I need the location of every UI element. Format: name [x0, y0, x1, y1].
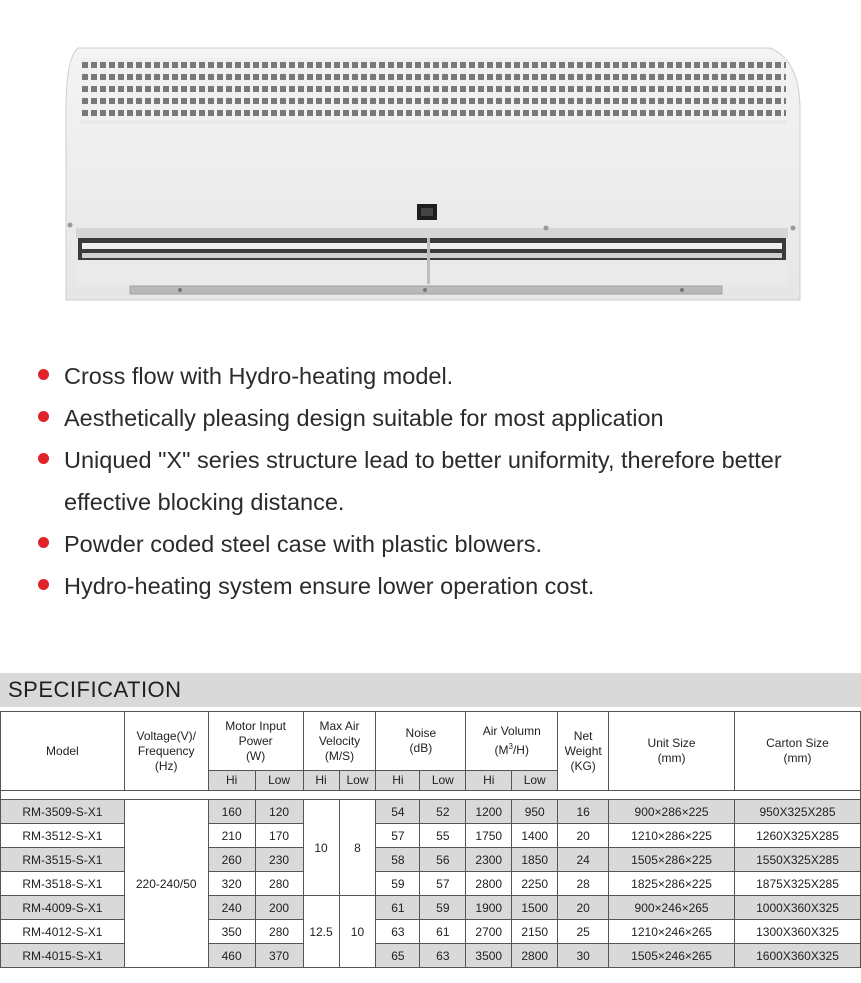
- cell-motor-hi: 210: [208, 824, 255, 848]
- cell-volume-hi: 1900: [466, 896, 512, 920]
- cell-weight: 16: [558, 800, 609, 824]
- feature-text: Powder coded steel case with plastic blowers.: [64, 531, 543, 557]
- cell-weight: 24: [558, 848, 609, 872]
- cell-noise-low: 55: [420, 824, 466, 848]
- cell-noise-low: 61: [420, 920, 466, 944]
- header-velocity-low: Low: [339, 771, 376, 791]
- bullet-icon: [38, 537, 49, 548]
- cell-volume-low: 1400: [512, 824, 558, 848]
- feature-text: Uniqued "X" series structure lead to better uniformity, therefore better effective blocking distance.: [64, 447, 782, 515]
- cell-noise-hi: 57: [376, 824, 420, 848]
- header-velocity-hi: Hi: [303, 771, 339, 791]
- cell-noise-low: 52: [420, 800, 466, 824]
- cell-weight: 20: [558, 896, 609, 920]
- cell-volume-hi: 2300: [466, 848, 512, 872]
- cell-weight: 25: [558, 920, 609, 944]
- cell-volume-low: 1850: [512, 848, 558, 872]
- cell-noise-low: 63: [420, 944, 466, 968]
- feature-item: [38, 565, 838, 607]
- bullet-icon: [38, 579, 49, 590]
- feature-item: [38, 523, 838, 565]
- cell-carton-size: 1000X360X325: [735, 896, 861, 920]
- cell-motor-hi: 350: [208, 920, 255, 944]
- cell-motor-low: 230: [255, 848, 303, 872]
- cell-velocity-low: 8: [339, 800, 376, 896]
- cell-volume-hi: 2700: [466, 920, 512, 944]
- specification-header-bar: [0, 673, 861, 707]
- cell-motor-hi: 460: [208, 944, 255, 968]
- cell-motor-low: 280: [255, 872, 303, 896]
- air-curtain-product-image: [0, 0, 861, 320]
- header-net-weight: Net Weight (KG): [558, 712, 609, 791]
- cell-volume-hi: 2800: [466, 872, 512, 896]
- cell-velocity-hi: 12.5: [303, 896, 339, 968]
- cell-unit-size: 1210×286×225: [609, 824, 735, 848]
- header-volume-low: Low: [512, 771, 558, 791]
- cell-model: RM-4009-S-X1: [1, 896, 125, 920]
- header-motor-hi: Hi: [208, 771, 255, 791]
- cell-motor-hi: 260: [208, 848, 255, 872]
- cell-unit-size: 1505×246×265: [609, 944, 735, 968]
- cell-carton-size: 1260X325X285: [735, 824, 861, 848]
- cell-noise-low: 57: [420, 872, 466, 896]
- cell-model: RM-3515-S-X1: [1, 848, 125, 872]
- cell-model: RM-4012-S-X1: [1, 920, 125, 944]
- cell-unit-size: 900×246×265: [609, 896, 735, 920]
- cell-model: RM-3509-S-X1: [1, 800, 125, 824]
- cell-voltage: 220-240/50: [124, 800, 208, 968]
- cell-noise-hi: 54: [376, 800, 420, 824]
- cell-volume-hi: 1200: [466, 800, 512, 824]
- bullet-icon: [38, 369, 49, 380]
- header-motor-low: Low: [255, 771, 303, 791]
- cell-velocity-hi: 10: [303, 800, 339, 896]
- cell-motor-low: 370: [255, 944, 303, 968]
- header-voltage: Voltage(V)/ Frequency (Hz): [124, 712, 208, 791]
- feature-text: Hydro-heating system ensure lower operation cost.: [64, 573, 595, 599]
- cell-carton-size: 1600X360X325: [735, 944, 861, 968]
- cell-weight: 28: [558, 872, 609, 896]
- cell-noise-hi: 65: [376, 944, 420, 968]
- cell-model: RM-3518-S-X1: [1, 872, 125, 896]
- cell-motor-hi: 240: [208, 896, 255, 920]
- cell-carton-size: 1550X325X285: [735, 848, 861, 872]
- cell-unit-size: 900×286×225: [609, 800, 735, 824]
- feature-list: [38, 355, 838, 607]
- cell-volume-low: 2150: [512, 920, 558, 944]
- cell-velocity-low: 10: [339, 896, 376, 968]
- feature-text: Aesthetically pleasing design suitable for most application: [64, 405, 664, 431]
- cell-unit-size: 1825×286×225: [609, 872, 735, 896]
- table-row: [1, 800, 861, 824]
- cell-motor-low: 280: [255, 920, 303, 944]
- cell-noise-low: 59: [420, 896, 466, 920]
- feature-item: [38, 355, 838, 397]
- cell-weight: 20: [558, 824, 609, 848]
- cell-model: RM-4015-S-X1: [1, 944, 125, 968]
- bullet-icon: [38, 411, 49, 422]
- cell-noise-hi: 58: [376, 848, 420, 872]
- cell-carton-size: 1875X325X285: [735, 872, 861, 896]
- cell-motor-hi: 160: [208, 800, 255, 824]
- cell-motor-low: 120: [255, 800, 303, 824]
- header-carton-size: Carton Size (mm): [735, 712, 861, 791]
- cell-carton-size: 950X325X285: [735, 800, 861, 824]
- header-motor-power: Motor Input Power (W): [208, 712, 303, 771]
- cell-volume-low: 2250: [512, 872, 558, 896]
- cell-noise-hi: 63: [376, 920, 420, 944]
- header-air-volume: Air Volumn $(M^3/H)$: [466, 712, 558, 771]
- feature-text: Cross flow with Hydro-heating model.: [64, 363, 454, 389]
- cell-volume-low: 950: [512, 800, 558, 824]
- header-noise: Noise (dB): [376, 712, 466, 771]
- cell-carton-size: 1300X360X325: [735, 920, 861, 944]
- cell-noise-hi: 59: [376, 872, 420, 896]
- header-noise-hi: Hi: [376, 771, 420, 791]
- cell-unit-size: 1505×286×225: [609, 848, 735, 872]
- cell-volume-low: 2800: [512, 944, 558, 968]
- cell-volume-low: 1500: [512, 896, 558, 920]
- header-volume-hi: Hi: [466, 771, 512, 791]
- header-unit-size: Unit Size (mm): [609, 712, 735, 791]
- table-spacer: [1, 791, 861, 800]
- bullet-icon: [38, 453, 49, 464]
- feature-item: [38, 397, 838, 439]
- cell-volume-hi: 1750: [466, 824, 512, 848]
- cell-volume-hi: 3500: [466, 944, 512, 968]
- cell-motor-hi: 320: [208, 872, 255, 896]
- cell-noise-hi: 61: [376, 896, 420, 920]
- cell-noise-low: 56: [420, 848, 466, 872]
- specification-title: SPECIFICATION: [8, 677, 182, 702]
- header-noise-low: Low: [420, 771, 466, 791]
- cell-model: RM-3512-S-X1: [1, 824, 125, 848]
- cell-unit-size: 1210×246×265: [609, 920, 735, 944]
- feature-item: [38, 439, 838, 523]
- cell-motor-low: 170: [255, 824, 303, 848]
- header-model: Model: [1, 712, 125, 791]
- cell-motor-low: 200: [255, 896, 303, 920]
- specification-table: [0, 711, 861, 968]
- cell-weight: 30: [558, 944, 609, 968]
- header-air-velocity: Max Air Velocity (M/S): [303, 712, 376, 771]
